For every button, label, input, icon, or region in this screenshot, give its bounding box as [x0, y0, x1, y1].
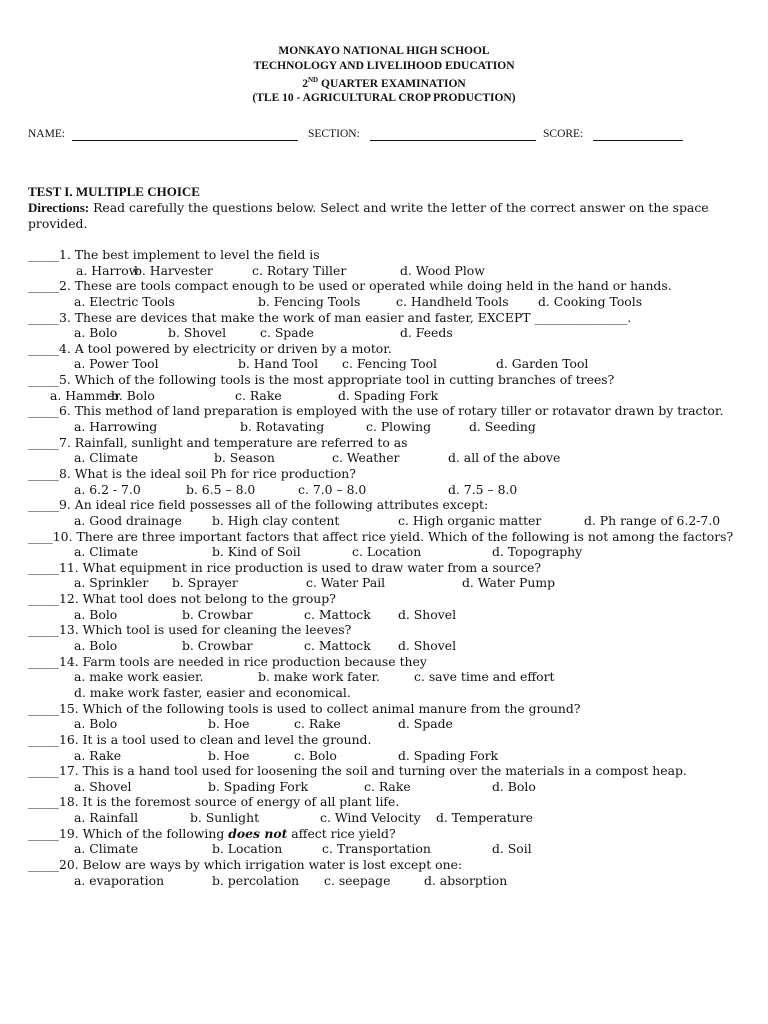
- option-c: c. Plowing: [366, 419, 432, 435]
- question-9: [28, 497, 748, 513]
- option-b: b. Fencing Tools: [258, 293, 361, 309]
- option-c: c. Water Pail: [306, 575, 386, 591]
- quarter-title: [0, 73, 768, 91]
- option-a: a. Bolo: [74, 325, 118, 341]
- question-2: [28, 278, 748, 294]
- question-3: [28, 310, 748, 326]
- option-b: b. Sprayer: [172, 575, 238, 591]
- option-b: b. Shovel: [168, 325, 227, 341]
- question-19: [28, 826, 748, 842]
- option-a: a. Rake: [74, 747, 122, 763]
- answer-blank[interactable]: _____17.: [28, 763, 79, 779]
- option-c: c. Transportation: [322, 841, 431, 857]
- option-b: b. Crowbar: [182, 638, 253, 654]
- answer-blank[interactable]: _____2.: [28, 278, 71, 294]
- question-text: These are devices that make the work of man easier and faster, EXCEPT _______________.: [70, 309, 632, 325]
- option-c: c. Spade: [260, 325, 314, 341]
- answer-blank[interactable]: _____8.: [28, 465, 71, 481]
- option-d: d. Bolo: [492, 778, 536, 794]
- option-d: d. Cooking Tools: [538, 293, 643, 309]
- options-row: [28, 356, 748, 372]
- question-text: There are three important factors that affect rice yield. Which of the following is not among the factors?: [72, 528, 734, 544]
- option-a: a. Harrow: [76, 262, 140, 278]
- question-text: Farm tools are needed in rice production because they: [78, 653, 427, 669]
- option-b: b. Season: [214, 450, 275, 466]
- answer-blank[interactable]: _____5.: [28, 372, 71, 388]
- option-c: c. High organic matter: [398, 512, 542, 528]
- option-a: a. Climate: [74, 544, 139, 560]
- question-text: Rainfall, sunlight and temperature are referred to as: [70, 434, 408, 450]
- option-a: a. Sprinkler: [74, 575, 149, 591]
- option-c: c. Fencing Tool: [342, 356, 437, 372]
- option-d: d. Temperature: [436, 810, 533, 826]
- question-text: Which of the following tools is used to collect animal manure from the ground?: [78, 700, 581, 716]
- question-20: [28, 857, 748, 873]
- option-b: b. percolation: [212, 872, 300, 888]
- question-text-after: affect rice yield?: [287, 825, 396, 841]
- options-row: [28, 841, 748, 857]
- option-d: d. Wood Plow: [400, 262, 485, 278]
- option-a: a. 6.2 - 7.0: [74, 481, 141, 497]
- question-text: What tool does not belong to the group?: [78, 591, 336, 607]
- option-a: a. Shovel: [74, 778, 132, 794]
- option-d: d. Spading Fork: [338, 387, 439, 403]
- answer-blank[interactable]: _____14.: [28, 653, 79, 669]
- options-row: [28, 388, 748, 404]
- question-18: [28, 794, 748, 810]
- options-row: [28, 575, 748, 591]
- score-blank[interactable]: [593, 140, 683, 141]
- option-a: a. Bolo: [74, 606, 118, 622]
- question-list: [28, 247, 748, 888]
- option-d: d. all of the above: [448, 450, 561, 466]
- question-emphasis: does not: [228, 825, 288, 841]
- option-b: b. Rotavating: [240, 419, 325, 435]
- option-a: a. Climate: [74, 450, 139, 466]
- quarter-suffix: ND: [308, 76, 319, 84]
- option-d: d. Spade: [398, 716, 453, 732]
- options-row: [28, 482, 748, 498]
- option-d: d. Seeding: [469, 419, 536, 435]
- option-d: d. Water Pump: [462, 575, 556, 591]
- name-label: NAME:: [28, 128, 66, 140]
- option-c: c. Handheld Tools: [396, 293, 509, 309]
- question-8: [28, 466, 748, 482]
- option-a: a. evaporation: [74, 872, 165, 888]
- question-text: What equipment in rice production is used to draw water from a source?: [78, 559, 541, 575]
- options-row: [28, 669, 748, 685]
- question-7: [28, 435, 748, 451]
- option-a: a. make work easier.: [74, 669, 204, 685]
- answer-blank[interactable]: _____6.: [28, 403, 71, 419]
- answer-blank[interactable]: _____7.: [28, 434, 71, 450]
- options-row: [28, 716, 748, 732]
- answer-blank[interactable]: _____15.: [28, 700, 79, 716]
- course-title: (TLE 10 - AGRICULTURAL CROP PRODUCTION): [252, 92, 516, 105]
- option-b: b. Hand Tool: [238, 356, 319, 372]
- options-row: [28, 419, 748, 435]
- option-c: c. 7.0 – 8.0: [298, 481, 367, 497]
- subject-name: TECHNOLOGY AND LIVELIHOOD EDUCATION: [253, 59, 515, 72]
- test-title: TEST I. MULTIPLE CHOICE: [28, 184, 200, 199]
- question-text: An ideal rice field possesses all of the following attributes except:: [70, 497, 489, 513]
- option-b: b. Sunlight: [190, 810, 260, 826]
- option-b: b. High clay content: [212, 512, 340, 528]
- option-d: d. Topography: [492, 544, 583, 560]
- option-d: d. Garden Tool: [496, 356, 589, 372]
- exam-header: [0, 44, 768, 106]
- question-14: [28, 654, 748, 670]
- answer-blank[interactable]: _____20.: [28, 857, 79, 873]
- options-row: [28, 513, 748, 529]
- quarter-text: QUARTER EXAMINATION: [318, 77, 466, 90]
- question-11: [28, 560, 748, 576]
- option-d: d. absorption: [424, 872, 508, 888]
- options-row: [28, 810, 748, 826]
- option-d: d. Shovel: [398, 606, 457, 622]
- options-row: [28, 450, 748, 466]
- option-b: b. Hoe: [208, 747, 250, 763]
- section-blank[interactable]: [370, 140, 536, 141]
- answer-blank[interactable]: _____12.: [28, 591, 79, 607]
- option-a: a. Bolo: [74, 638, 118, 654]
- option-c: c. save time and effort: [414, 669, 555, 685]
- option-b: b. make work fater.: [258, 669, 380, 685]
- question-16: [28, 732, 748, 748]
- section-label: SECTION:: [308, 128, 360, 140]
- question-text: Which of the following tools is the most appropriate tool in cutting branches of trees?: [70, 372, 615, 388]
- option-b: b. Spading Fork: [208, 778, 309, 794]
- answer-blank[interactable]: ____10.: [28, 528, 73, 544]
- answer-blank[interactable]: _____19.: [28, 825, 79, 841]
- question-17: [28, 763, 748, 779]
- option-d: d. Spading Fork: [398, 747, 499, 763]
- option-c: c. Rake: [294, 716, 341, 732]
- option-d: d. make work faster, easier and economical.: [74, 684, 351, 700]
- answer-blank[interactable]: _____1.: [28, 247, 71, 262]
- option-b: b. 6.5 – 8.0: [186, 481, 256, 497]
- question-text: This method of land preparation is employed with the use of rotary tiller or rotavator drawn by tractor.: [70, 403, 724, 419]
- option-c: c. Rake: [364, 778, 411, 794]
- option-a: a. Rainfall: [74, 810, 139, 826]
- question-15: [28, 701, 748, 717]
- option-a: a. Harrowing: [74, 419, 158, 435]
- options-row: [28, 263, 748, 279]
- answer-blank[interactable]: _____16.: [28, 731, 79, 747]
- options-row: [28, 294, 748, 310]
- option-c: c. Rake: [235, 387, 282, 403]
- directions: [28, 200, 744, 231]
- question-text: This is a hand tool used for loosening the soil and turning over the materials in a compost heap.: [78, 763, 687, 779]
- options-row: [28, 544, 748, 560]
- question-text: It is a tool used to clean and level the ground.: [78, 731, 372, 747]
- answer-blank[interactable]: _____3.: [28, 309, 71, 325]
- options-row: [28, 638, 748, 654]
- option-d: d. Ph range of 6.2-7.0: [584, 512, 721, 528]
- option-a: a. Good drainage: [74, 512, 182, 528]
- option-b: b. Hoe: [208, 716, 250, 732]
- question-10: [28, 529, 748, 545]
- question-text: A tool powered by electricity or driven by a motor.: [70, 340, 392, 356]
- answer-blank[interactable]: _____9.: [28, 497, 71, 513]
- option-d: d. Feeds: [400, 325, 453, 341]
- answer-blank[interactable]: _____4.: [28, 340, 71, 356]
- school-name: MONKAYO NATIONAL HIGH SCHOOL: [278, 45, 490, 57]
- option-c: c. Mattock: [304, 606, 371, 622]
- question-text: Which of the following: [78, 825, 229, 841]
- quarter-number: 2: [302, 77, 308, 90]
- option-c: c. Weather: [332, 450, 400, 466]
- option-c: c. Wind Velocity: [320, 810, 421, 826]
- option-a: a. Bolo: [74, 716, 118, 732]
- options-row: [28, 873, 748, 889]
- option-d: d. Shovel: [398, 638, 457, 654]
- option-c: c. Location: [352, 544, 422, 560]
- directions-text: Read carefully the questions below. Select and write the letter of the correct answer on the space provided.: [28, 200, 709, 231]
- question-text: What is the ideal soil Ph for rice production?: [70, 465, 356, 481]
- question-text: These are tools compact enough to be used or operated while doing held in the hand or hands.: [70, 278, 672, 294]
- option-c: c. Bolo: [294, 747, 337, 763]
- name-blank[interactable]: [72, 140, 298, 141]
- question-13: [28, 622, 748, 638]
- question-text: It is the foremost source of energy of all plant life.: [78, 794, 400, 810]
- option-a: a. Power Tool: [74, 356, 159, 372]
- question-1: [28, 247, 748, 263]
- directions-label: Directions:: [28, 200, 90, 215]
- option-a: a. Climate: [74, 841, 139, 857]
- options-row: [28, 607, 748, 623]
- option-b: b. Harvester: [134, 262, 213, 278]
- options-row: [28, 325, 748, 341]
- option-c: c. Mattock: [304, 638, 371, 654]
- answer-blank[interactable]: _____11.: [28, 559, 79, 575]
- options-row: [28, 685, 748, 701]
- question-6: [28, 403, 748, 419]
- option-b: b. Bolo: [111, 387, 155, 403]
- option-a: a. Hammer: [50, 387, 121, 403]
- option-b: b. Kind of Soil: [212, 544, 301, 560]
- option-b: b. Location: [212, 841, 283, 857]
- options-row: [28, 748, 748, 764]
- question-text: Which tool is used for cleaning the leeves?: [78, 622, 352, 638]
- answer-blank[interactable]: _____18.: [28, 794, 79, 810]
- question-4: [28, 341, 748, 357]
- option-a: a. Electric Tools: [74, 293, 175, 309]
- question-12: [28, 591, 748, 607]
- question-5: [28, 372, 748, 388]
- answer-blank[interactable]: _____13.: [28, 622, 79, 638]
- question-text: The best implement to level the field is: [70, 247, 320, 262]
- option-d: d. Soil: [492, 841, 532, 857]
- option-c: c. seepage: [324, 872, 391, 888]
- question-text: Below are ways by which irrigation water is lost except one:: [78, 857, 463, 873]
- option-b: b. Crowbar: [182, 606, 253, 622]
- option-c: c. Rotary Tiller: [252, 262, 347, 278]
- option-d: d. 7.5 – 8.0: [448, 481, 518, 497]
- score-label: SCORE:: [543, 128, 584, 140]
- options-row: [28, 779, 748, 795]
